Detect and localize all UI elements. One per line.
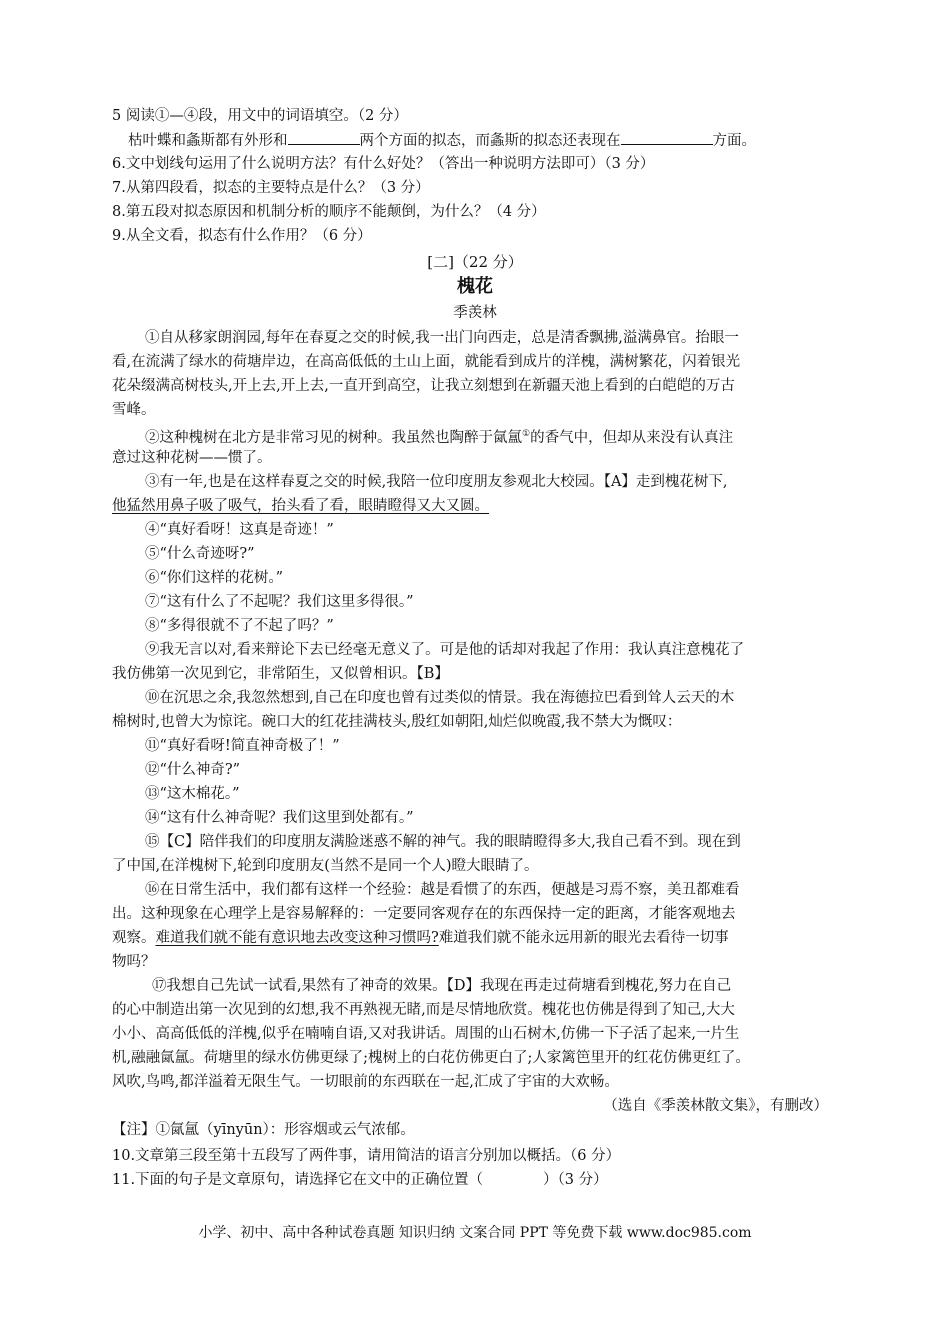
paragraph-17-line: 风吹,鸟鸣,都洋溢着无限生气。一切眼前的东西联在一起,汇成了宇宙的大欢畅。 — [112, 1074, 619, 1090]
paragraph-11: ⑪“真好看呀!简直神奇极了！” — [145, 738, 340, 754]
article-source: （选自《季羡林散文集》，有删改） — [603, 1098, 828, 1114]
footnote-marker: ① — [522, 429, 531, 439]
section-heading: [二]（22 分） — [427, 253, 523, 271]
footnote: 【注】①氤氲（yīnyūn）：形容烟或云气浓郁。 — [112, 1122, 415, 1138]
q5-text-a: 枯叶蝶和螽斯都有外形和 — [128, 133, 288, 149]
question-6: 6.文中划线句运用了什么说明方法？有什么好处？（答出一种说明方法即可）（3 分） — [112, 156, 655, 172]
paragraph-16-line: 出。这种现象在心理学上是容易解释的：一定要同客观存在的东西保持一定的距离，才能客观地去 — [112, 906, 736, 922]
paragraph-16-text: 难道我们就不能永远用新的眼光去看待一切事 — [438, 930, 729, 946]
paragraph-16-text: 观察。 — [112, 930, 156, 946]
footer-text: 小学、初中、高中各种试卷真题 知识归纳 文案合同 PPT 等免费下载 www.doc985.com — [198, 1225, 752, 1241]
paragraph-17-line: 小小、高高低低的洋槐,似乎在喃喃自语,又对我讲话。周围的山石树木,仿佛一下子活了起来,一片生 — [112, 1026, 740, 1042]
paragraph-9-line: ⑨我无言以对,看来辩论下去已经毫无意义了。可是他的话却对我起了作用：我认真注意槐花了 — [145, 642, 745, 658]
paragraph-16-line — [112, 926, 729, 950]
paragraph-1-line: 花朵缀满高树枝头,开上去,开上去,一直开到高空，让我立刻想到在新疆天池上看到的白皑皑的万古 — [112, 378, 735, 394]
paragraph-16-line: 物吗？ — [112, 954, 156, 970]
paragraph-10-line: 棉树时,也曾大为惊诧。碗口大的红花挂满枝头,殷红如朝阳,灿烂似晚霞,我不禁大为慨叹： — [112, 714, 682, 730]
article-author: 季羡林 — [453, 305, 497, 321]
paragraph-2-text: ②这种槐树在北方是非常习见的树种。我虽然也陶醉于氤氲 — [145, 429, 522, 446]
question-9: 9.从全文看，拟态有什么作用？（6 分） — [112, 228, 372, 244]
paragraph-5: ⑤“什么奇迹呀?” — [145, 546, 255, 562]
paragraph-2-line: 意过这种花树——惯了。 — [112, 450, 272, 466]
article-title: 槐花 — [457, 276, 493, 297]
answer-blank-1[interactable] — [288, 128, 360, 145]
paragraph-17-line: 的心中制造出第一次见到的幻想,我不再熟视无睹,而是尽情地欣赏。槐花也仿佛是得到了知己,大大 — [112, 1002, 735, 1018]
paragraph-15-line: ⑮【C】陪伴我们的印度朋友满脸迷惑不解的神气。我的眼睛瞪得多大,我自己看不到。现在到 — [145, 834, 741, 850]
paragraph-17-line: 机,融融氤氲。荷塘里的绿水仿佛更绿了;槐树上的白花仿佛更白了;人家篱笆里开的红花仿佛更红了。 — [112, 1050, 750, 1066]
paragraph-13: ⑬“这木棉花。” — [145, 786, 240, 802]
question-11 — [112, 1168, 608, 1192]
question-5: 5 阅读①—④段，用文中的词语填空。（2 分） — [112, 108, 408, 124]
paragraph-8: ⑧“多得很就不了不起了吗？” — [145, 618, 334, 634]
paragraph-14: ⑭“这有什么神奇呢？我们这里到处都有。” — [145, 810, 414, 826]
question-11-score: ）（3 分） — [543, 1172, 608, 1188]
question-8: 8.第五段对拟态原因和机制分析的顺序不能颠倒，为什么？（4 分） — [112, 204, 546, 220]
answer-blank-2[interactable] — [621, 128, 713, 145]
paragraph-1-line: 看,在流满了绿水的荷塘岸边，在高高低低的土山上面，就能看到成片的洋槐，满树繁花，闪着银光 — [112, 354, 741, 370]
question-11-text: 11.下面的句子是文章原句，请选择它在文中的正确位置（ — [112, 1172, 484, 1188]
q5-text-c: 方面。 — [712, 133, 756, 149]
paragraph-15-line: 了中国,在洋槐树下,轮到印度朋友(当然不是同一个人)瞪大眼睛了。 — [112, 858, 539, 874]
paragraph-1-line: 雪峰。 — [112, 402, 156, 418]
q5-text-b: 两个方面的拟态，而螽斯的拟态还表现在 — [359, 133, 621, 149]
paragraph-6: ⑥“你们这样的花树。” — [145, 570, 284, 586]
paragraph-3-line: ③有一年,也是在这样春夏之交的时候,我陪一位印度朋友参观北大校园。【A】走到槐花树下, — [145, 474, 728, 490]
question-7: 7.从第四段看，拟态的主要特点是什么？（3 分） — [112, 180, 430, 196]
underlined-sentence: 他猛然用鼻子吸了吸气，抬头看了看，眼睛瞪得又大又圆。 — [112, 498, 489, 514]
paragraph-17-line: ⑰我想自己先试一试看,果然有了神奇的效果。【D】我现在再走过荷塘看到槐花,努力在自己 — [152, 978, 732, 994]
paragraph-1-line: ①自从移家朗润园,每年在春夏之交的时候,我一出门向西走，总是清香飘拂,溢满鼻官。抬眼一 — [145, 330, 739, 346]
underlined-question: 难道我们就不能有意识地去改变这种习惯吗? — [155, 930, 439, 946]
question-5-fill — [128, 128, 756, 153]
paragraph-2-text: 的香气中，但却从来没有认真注 — [530, 429, 734, 446]
paragraph-7: ⑦“这有什么了不起呢？我们这里多得很。” — [145, 594, 414, 610]
paragraph-12: ⑫“什么神奇?” — [145, 762, 241, 778]
paragraph-16-line: ⑯在日常生活中，我们都有这样一个经验：越是看惯了的东西，便越是习焉不察，美丑都难看 — [145, 882, 740, 898]
paragraph-4: ④“真好看呀！这真是奇迹！” — [145, 522, 334, 538]
question-10: 10.文章第三段至第十五段写了两件事，请用简洁的语言分别加以概括。（6 分） — [112, 1148, 621, 1164]
paragraph-9-line: 我仿佛第一次见到它，非常陌生，又似曾相识。【B】 — [112, 666, 449, 682]
paragraph-10-line: ⑩在沉思之余,我忽然想到,自己在印度也曾有过类似的情景。我在海德拉巴看到耸人云天的木 — [145, 690, 735, 706]
